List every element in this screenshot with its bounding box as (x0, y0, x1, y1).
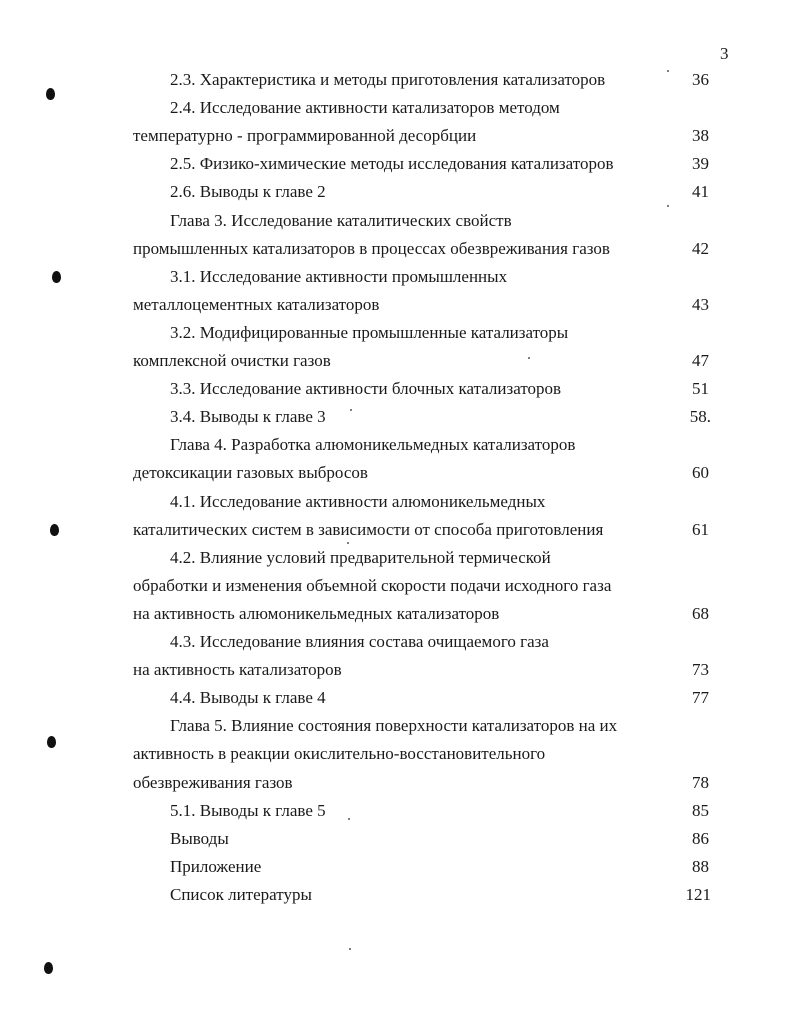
toc-line (0, 94, 799, 122)
scan-speck (667, 205, 669, 207)
toc-line (0, 712, 799, 740)
toc-entry-title: 3.4. Выводы к главе 3 (170, 407, 326, 427)
toc-entry-title: 3.2. Модифицированные промышленные катализаторы (170, 322, 569, 342)
toc-line (0, 881, 799, 909)
toc-entry-title-continued: обезвреживания газов (133, 772, 293, 792)
binding-mark (50, 524, 59, 536)
toc-page-number: 43 (692, 294, 709, 314)
toc-page-number: 58. (689, 407, 711, 427)
binding-mark (52, 271, 61, 283)
toc-entry-title: Глава 3. Исследование каталитических свойств (170, 210, 512, 230)
toc-page-number: 36 (692, 70, 709, 89)
toc-entry-title: 3.1. Исследование активности промышленных (170, 266, 508, 286)
toc-line (0, 769, 799, 797)
binding-mark (46, 88, 55, 100)
toc-line (0, 544, 799, 572)
toc-entry-title: 2.3. Характеристика и методы приготовления катализаторов (170, 70, 606, 89)
toc-line (0, 853, 799, 881)
toc-page-number: 73 (692, 660, 709, 680)
toc-line (0, 684, 799, 712)
toc-entry-title: Список литературы (170, 884, 312, 904)
toc-entry-title-continued: на активность алюмоникельмедных катализаторов (133, 603, 500, 623)
toc-page-number: 38 (692, 126, 709, 146)
toc-line (0, 797, 799, 825)
toc-entry-title: 4.2. Влияние условий предварительной термической (170, 547, 551, 567)
toc-line (0, 656, 799, 684)
toc-line (0, 375, 799, 403)
toc-entry-title-continued: промышленных катализаторов в процессах обезвреживания газов (133, 238, 610, 258)
toc-entry-title: 2.4. Исследование активности катализаторов методом (170, 98, 560, 118)
toc-page-number: 68 (692, 603, 709, 623)
toc-page-number: 88 (692, 856, 709, 876)
toc-line (0, 403, 799, 431)
toc-line (0, 628, 799, 656)
toc-entry-title: 4.3. Исследование влияния состава очищаемого газа (170, 632, 549, 651)
toc-line (0, 459, 799, 487)
toc-entry-title-continued: детоксикации газовых выбросов (133, 463, 368, 483)
toc-entry-title: 5.1. Выводы к главе 5 (170, 800, 326, 820)
toc-page-number: 60 (692, 463, 709, 483)
scan-speck (348, 818, 350, 820)
toc-entry-title: 4.1. Исследование активности алюмоникельмедных (170, 491, 546, 511)
toc-entry-title-continued: обработки и изменения объемной скорости подачи исходного газа (133, 575, 612, 595)
toc-entry-title: 2.5. Физико-химические методы исследования катализаторов (170, 154, 614, 174)
toc-page-number: 78 (692, 772, 709, 792)
toc-page-number: 61 (692, 519, 709, 539)
binding-mark (47, 736, 56, 748)
toc-entry-title-continued: активность в реакции окислительно-восстановительного (133, 744, 546, 764)
binding-mark (44, 962, 53, 974)
scan-speck (528, 357, 530, 359)
toc-line (0, 150, 799, 178)
toc-entry-title-continued: комплексной очистки газов (133, 351, 331, 370)
toc-page-number: 85 (692, 800, 709, 820)
toc-entry-title-continued: каталитических систем в зависимости от способа приготовления (133, 519, 604, 539)
scan-speck (347, 542, 349, 544)
toc-page-number: 39 (692, 154, 709, 174)
toc-line (0, 66, 799, 94)
page-number: 3 (720, 44, 729, 63)
toc-entry-title: Приложение (170, 856, 262, 876)
toc-line (0, 291, 799, 319)
toc-entry-title: 4.4. Выводы к главе 4 (170, 688, 326, 708)
toc-page-number: 121 (685, 884, 711, 904)
scan-speck (667, 70, 669, 72)
toc-line (0, 600, 799, 628)
toc-entry-title: Глава 5. Влияние состояния поверхности катализаторов на их (170, 716, 618, 736)
toc-entry-title: 2.6. Выводы к главе 2 (170, 182, 326, 202)
toc-line (0, 178, 799, 206)
toc-line (0, 740, 799, 768)
toc-page-number: 41 (692, 182, 709, 202)
toc-page-number: 77 (692, 688, 709, 708)
toc-line (0, 572, 799, 600)
toc-page-number: 86 (692, 828, 709, 848)
toc-entry-title-continued: металлоцементных катализаторов (133, 294, 380, 314)
toc-entry-title: Выводы (170, 828, 229, 848)
toc-line (0, 263, 799, 291)
scan-speck (349, 948, 351, 950)
toc-entry-title: Глава 4. Разработка алюмоникельмедных катализаторов (170, 435, 576, 455)
toc-line (0, 207, 799, 235)
toc-line (0, 825, 799, 853)
scan-speck (350, 409, 352, 411)
toc-line (0, 319, 799, 347)
toc-entry-title-continued: температурно - программированной десорбции (133, 126, 477, 146)
toc-line (0, 488, 799, 516)
toc-page-number: 47 (692, 351, 709, 370)
toc-line (0, 431, 799, 459)
toc-line (0, 516, 799, 544)
toc-line (0, 122, 799, 150)
toc-page-number: 51 (692, 379, 709, 399)
toc-line (0, 235, 799, 263)
toc-page-number: 42 (692, 238, 709, 258)
toc-line (0, 347, 799, 375)
toc-entry-title: 3.3. Исследование активности блочных катализаторов (170, 379, 562, 399)
toc-entry-title-continued: на активность катализаторов (133, 660, 342, 680)
